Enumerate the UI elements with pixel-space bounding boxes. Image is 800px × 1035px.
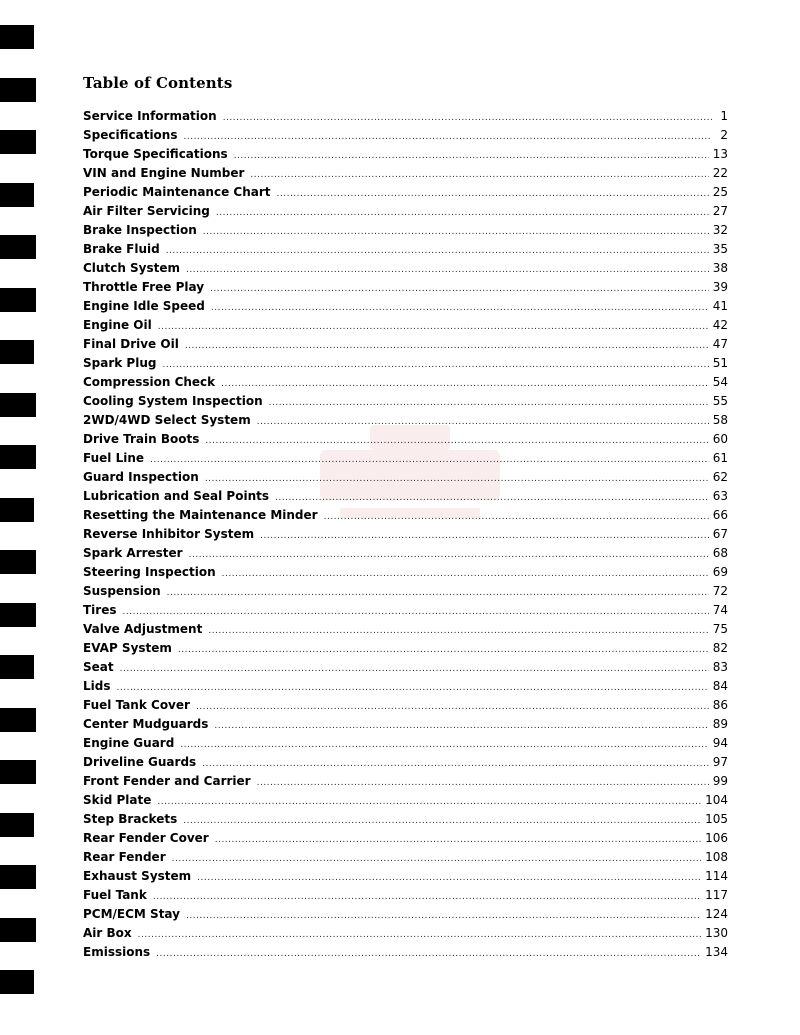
binding-hole	[0, 340, 34, 364]
dot-leader	[203, 223, 709, 242]
toc-entry-page: 117	[705, 888, 728, 902]
toc-entry[interactable]	[83, 278, 728, 297]
dot-leader	[210, 280, 709, 299]
toc-entry-page: 1	[720, 109, 728, 123]
toc-entry-page: 94	[712, 736, 728, 750]
toc-entry-page: 84	[712, 679, 728, 693]
dot-leader	[216, 204, 709, 223]
toc-entry-page: 82	[712, 641, 728, 655]
toc-entry-page: 35	[712, 242, 728, 256]
toc-entry-title: Periodic Maintenance Chart	[83, 185, 271, 199]
toc-entry-page: 104	[705, 793, 728, 807]
toc-entry-title: Valve Adjustment	[83, 622, 203, 636]
toc-entry-page: 68	[712, 546, 728, 560]
toc-entry-page: 13	[712, 147, 728, 161]
toc-entry-page: 105	[705, 812, 728, 826]
binding-hole	[0, 445, 36, 469]
toc-entry-page: 39	[712, 280, 728, 294]
dot-leader	[277, 185, 709, 204]
toc-entry-page: 108	[705, 850, 728, 864]
toc-entry-title: Driveline Guards	[83, 755, 197, 769]
binding-hole	[0, 708, 36, 732]
toc-entry[interactable]	[83, 772, 728, 791]
binding-hole	[0, 970, 34, 994]
toc-entry-title: Service Information	[83, 109, 217, 123]
toc-entry[interactable]	[83, 487, 728, 506]
dot-leader	[215, 831, 701, 850]
toc-entry-page: 47	[712, 337, 728, 351]
dot-leader	[196, 698, 709, 717]
toc-entry-title: Rear Fender	[83, 850, 166, 864]
toc-entry-page: 124	[705, 907, 728, 921]
toc-entry-title: Step Brackets	[83, 812, 178, 826]
binding-hole	[0, 603, 36, 627]
toc-entry[interactable]	[83, 924, 728, 943]
toc-entry-title: Clutch System	[83, 261, 181, 275]
toc-entry-title: Spark Arrester	[83, 546, 183, 560]
binding-hole	[0, 183, 34, 207]
toc-entry-page: 66	[712, 508, 728, 522]
toc-entry[interactable]	[83, 107, 728, 126]
toc-entry-page: 27	[712, 204, 728, 218]
toc-entry[interactable]	[83, 905, 728, 924]
toc-entry-title: Brake Fluid	[83, 242, 160, 256]
dot-leader	[324, 508, 709, 527]
toc-entry-page: 55	[712, 394, 728, 408]
binding-hole	[0, 918, 36, 942]
binding-holes	[0, 0, 40, 1035]
toc-entry-title: Emissions	[83, 945, 151, 959]
toc-entry-page: 72	[712, 584, 728, 598]
toc-entry-page: 62	[712, 470, 728, 484]
toc-entry[interactable]	[83, 316, 728, 335]
toc-entry-title: Exhaust System	[83, 869, 192, 883]
toc-entry-title: Fuel Line	[83, 451, 145, 465]
toc-entry-title: Fuel Tank Cover	[83, 698, 190, 712]
toc-entry-title: Engine Idle Speed	[83, 299, 205, 313]
toc-entry[interactable]	[83, 601, 728, 620]
toc-entry-page: 114	[705, 869, 728, 883]
toc-entry-title: Guard Inspection	[83, 470, 199, 484]
toc-entry-page: 99	[712, 774, 728, 788]
toc-entry[interactable]	[83, 639, 728, 658]
toc-entry-title: Resetting the Maintenance Minder	[83, 508, 318, 522]
toc-entry[interactable]	[83, 506, 728, 525]
toc-entry-title: Fuel Tank	[83, 888, 147, 902]
dot-leader	[197, 869, 701, 888]
toc-entry[interactable]	[83, 221, 728, 240]
dot-leader	[214, 717, 708, 736]
dot-leader	[185, 337, 709, 356]
toc-entry-page: 58	[712, 413, 728, 427]
toc-entry-title: Torque Specifications	[83, 147, 228, 161]
toc-entry-title: Center Mudguards	[83, 717, 209, 731]
binding-hole	[0, 550, 36, 574]
toc-entry[interactable]	[83, 468, 728, 487]
dot-leader	[189, 546, 709, 565]
toc-entry[interactable]	[83, 525, 728, 544]
toc-entry[interactable]	[83, 867, 728, 886]
dot-leader	[158, 318, 709, 337]
toc-entry[interactable]	[83, 620, 728, 639]
toc-entry[interactable]	[83, 734, 728, 753]
dot-leader	[117, 679, 709, 698]
binding-hole	[0, 393, 36, 417]
toc-entry-title: Air Filter Servicing	[83, 204, 210, 218]
toc-entry[interactable]	[83, 259, 728, 278]
toc-entry[interactable]	[83, 240, 728, 259]
binding-hole	[0, 760, 36, 784]
dot-leader	[257, 413, 709, 432]
toc-entry-page: 75	[712, 622, 728, 636]
dot-leader	[275, 489, 709, 508]
toc-entry[interactable]	[83, 696, 728, 715]
toc-entry-title: Front Fender and Carrier	[83, 774, 251, 788]
page-title: Table of Contents	[83, 74, 233, 92]
toc-entry-page: 74	[712, 603, 728, 617]
dot-leader	[221, 375, 709, 394]
toc-entry-page: 134	[705, 945, 728, 959]
binding-hole	[0, 498, 34, 522]
toc-entry-title: Specifications	[83, 128, 178, 142]
toc-entry[interactable]	[83, 791, 728, 810]
toc-entry[interactable]	[83, 183, 728, 202]
toc-entry[interactable]	[83, 544, 728, 563]
dot-leader	[138, 926, 701, 945]
dot-leader	[123, 603, 709, 622]
toc-entry-page: 61	[712, 451, 728, 465]
dot-leader	[153, 888, 701, 907]
toc-entry[interactable]	[83, 563, 728, 582]
dot-leader	[167, 584, 709, 603]
toc-entry-page: 86	[712, 698, 728, 712]
toc-entry-page: 63	[712, 489, 728, 503]
toc-entry[interactable]	[83, 449, 728, 468]
dot-leader	[150, 451, 709, 470]
binding-hole	[0, 78, 36, 102]
toc-entry-page: 130	[705, 926, 728, 940]
toc-entry[interactable]	[83, 392, 728, 411]
toc-entry[interactable]	[83, 658, 728, 677]
toc-entry-title: Tires	[83, 603, 117, 617]
toc-entry-title: Air Box	[83, 926, 132, 940]
toc-entry-title: Reverse Inhibitor System	[83, 527, 255, 541]
toc-entry-title: Lubrication and Seal Points	[83, 489, 269, 503]
toc-entry[interactable]	[83, 886, 728, 905]
toc-entry[interactable]	[83, 373, 728, 392]
toc-entry[interactable]	[83, 810, 728, 829]
dot-leader	[222, 565, 709, 584]
dot-leader	[250, 166, 708, 185]
binding-hole	[0, 865, 36, 889]
toc-entry[interactable]	[83, 164, 728, 183]
toc-entry-page: 89	[712, 717, 728, 731]
binding-hole	[0, 235, 36, 259]
toc-entry-page: 22	[712, 166, 728, 180]
toc-entry[interactable]	[83, 715, 728, 734]
toc-entry[interactable]	[83, 145, 728, 164]
dot-leader	[186, 261, 709, 280]
toc-entry-page: 67	[712, 527, 728, 541]
toc-entry-title: Spark Plug	[83, 356, 157, 370]
toc-entry-page: 25	[712, 185, 728, 199]
toc-entry-page: 51	[712, 356, 728, 370]
toc-entry[interactable]	[83, 848, 728, 867]
toc-entry-title: Throttle Free Play	[83, 280, 205, 294]
toc-entry-title: Drive Train Boots	[83, 432, 200, 446]
toc-entry-title: Engine Oil	[83, 318, 152, 332]
binding-hole	[0, 655, 34, 679]
dot-leader	[120, 660, 709, 679]
toc-entry[interactable]	[83, 411, 728, 430]
toc-entry[interactable]	[83, 430, 728, 449]
toc-entry-page: 38	[712, 261, 728, 275]
dot-leader	[260, 527, 709, 546]
toc-entry-page: 42	[712, 318, 728, 332]
toc-entry[interactable]	[83, 126, 728, 145]
toc-entry[interactable]	[83, 297, 728, 316]
toc-entry-title: Skid Plate	[83, 793, 152, 807]
dot-leader	[183, 128, 712, 147]
dot-leader	[223, 109, 712, 128]
toc-entry-title: Compression Check	[83, 375, 216, 389]
dot-leader	[172, 850, 701, 869]
toc-entry-title: Seat	[83, 660, 114, 674]
dot-leader	[157, 793, 701, 812]
table-of-contents	[83, 107, 728, 962]
toc-entry-title: VIN and Engine Number	[83, 166, 245, 180]
toc-entry-title: 2WD/4WD Select System	[83, 413, 251, 427]
toc-entry-title: EVAP System	[83, 641, 172, 655]
toc-entry-title: Final Drive Oil	[83, 337, 179, 351]
dot-leader	[234, 147, 709, 166]
toc-entry[interactable]	[83, 335, 728, 354]
toc-entry-title: PCM/ECM Stay	[83, 907, 180, 921]
toc-entry[interactable]	[83, 677, 728, 696]
toc-entry-title: Lids	[83, 679, 111, 693]
toc-entry-page: 97	[712, 755, 728, 769]
binding-hole	[0, 25, 34, 49]
toc-entry-page: 60	[712, 432, 728, 446]
toc-entry-page: 2	[720, 128, 728, 142]
toc-entry-page: 83	[712, 660, 728, 674]
toc-entry[interactable]	[83, 582, 728, 601]
binding-hole	[0, 288, 36, 312]
binding-hole	[0, 130, 36, 154]
dot-leader	[257, 774, 709, 793]
toc-entry[interactable]	[83, 943, 728, 962]
toc-entry-title: Steering Inspection	[83, 565, 216, 579]
dot-leader	[202, 755, 709, 774]
toc-entry[interactable]	[83, 202, 728, 221]
dot-leader	[205, 470, 709, 489]
toc-entry[interactable]	[83, 829, 728, 848]
dot-leader	[180, 736, 708, 755]
toc-entry-title: Suspension	[83, 584, 161, 598]
toc-entry-page: 54	[712, 375, 728, 389]
toc-entry[interactable]	[83, 753, 728, 772]
dot-leader	[269, 394, 709, 413]
dot-leader	[211, 299, 709, 318]
toc-entry-title: Engine Guard	[83, 736, 175, 750]
dot-leader	[166, 242, 709, 261]
dot-leader	[162, 356, 708, 375]
toc-entry-page: 69	[712, 565, 728, 579]
toc-entry-page: 41	[712, 299, 728, 313]
dot-leader	[208, 622, 708, 641]
toc-entry-page: 106	[705, 831, 728, 845]
dot-leader	[156, 945, 701, 964]
toc-entry[interactable]	[83, 354, 728, 373]
dot-leader	[178, 641, 709, 660]
binding-hole	[0, 813, 34, 837]
dot-leader	[205, 432, 708, 451]
toc-entry-title: Cooling System Inspection	[83, 394, 263, 408]
toc-entry-page: 32	[712, 223, 728, 237]
dot-leader	[183, 812, 701, 831]
dot-leader	[186, 907, 701, 926]
toc-entry-title: Brake Inspection	[83, 223, 197, 237]
toc-entry-title: Rear Fender Cover	[83, 831, 209, 845]
